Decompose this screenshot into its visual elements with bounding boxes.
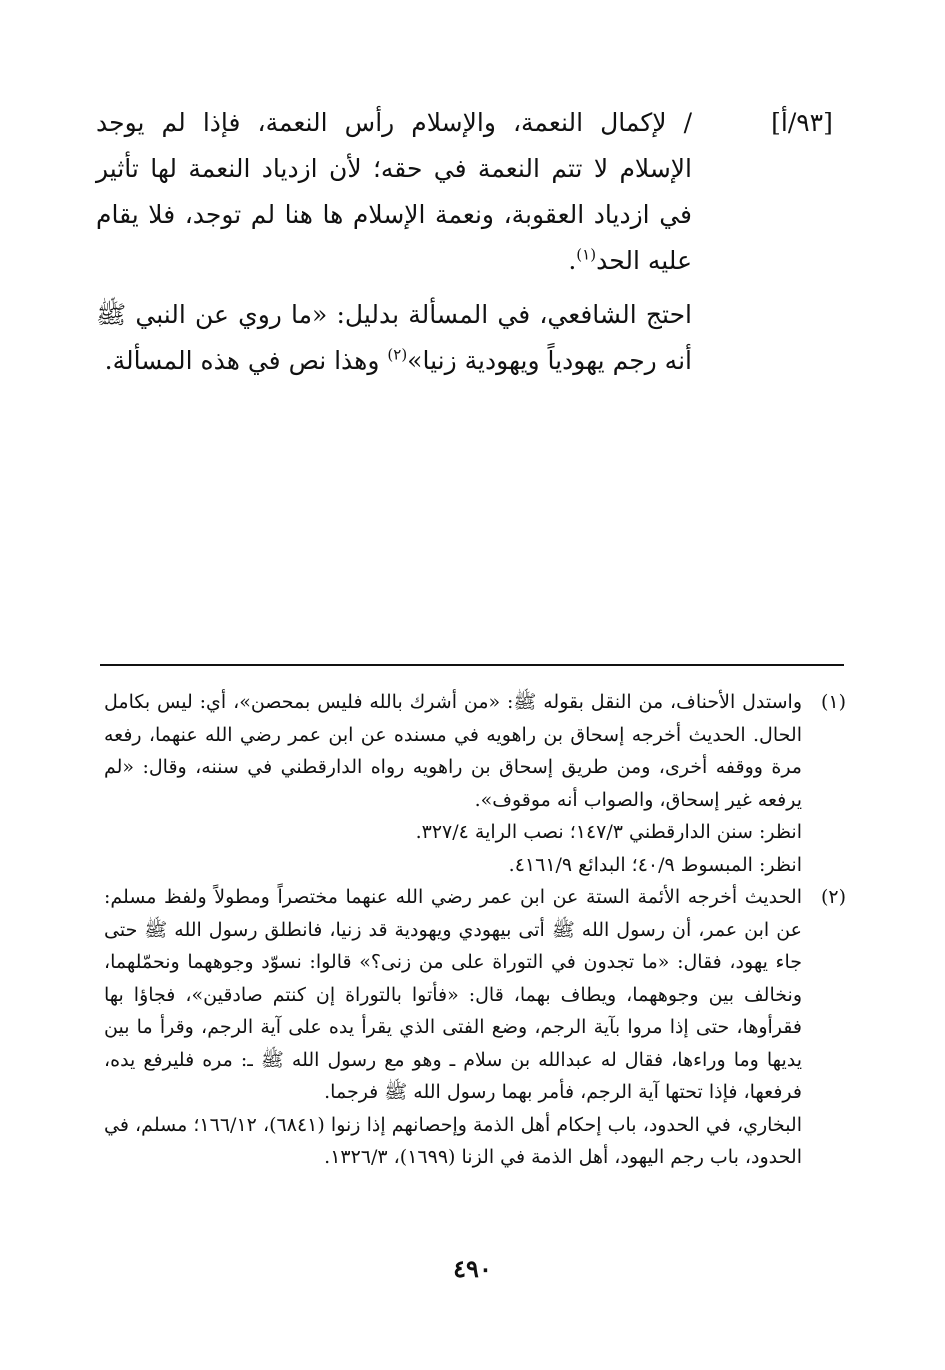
footnote-number: (٢) bbox=[820, 886, 846, 908]
main-paragraph-2 bbox=[96, 292, 692, 384]
footnote-ref-2[interactable]: (٢) bbox=[387, 345, 408, 364]
footnote-divider bbox=[100, 664, 844, 666]
main-paragraph-1 bbox=[96, 100, 692, 284]
footnote-1 bbox=[104, 686, 846, 881]
footnote-number: (١) bbox=[820, 691, 846, 713]
footnote-text: واستدل الأحناف، من النقل بقوله ﷺ: «من أشرك بالله فليس بمحصن»، أي: ليس بكامل الحال. الحديث أخرجه إسحاق بن راهويه في مسنده عن ابن عمر رضي الله عنهما، رفعه مرة ووقفه أخرى، ومن طريق إسحاق بن راهويه رواه الدارقطني في سننه، وقال: «لم يرفعه غير إسحاق، والصواب أنه موقوف». bbox=[104, 691, 802, 811]
footnote-reference: انظر: سنن الدارقطني ١٤٧/٣؛ نصب الراية ٣٢٧/٤. bbox=[415, 821, 802, 843]
main-paragraph-1-text: / لإكمال النعمة، والإسلام رأس النعمة، فإذا لم يوجد الإسلام لا تتم النعمة في حقه؛ لأن ازدياد النعمة لها تأثير في ازدياد العقوبة، ونعمة الإسلام ها هنا لم توجد، فلا يقام عليه الحد bbox=[96, 108, 692, 275]
footnote-reference: انظر: المبسوط ٤٠/٩؛ البدائع ٤١٦١/٩. bbox=[508, 853, 802, 876]
main-paragraph-2-end: وهذا نص في هذه المسألة. bbox=[104, 346, 388, 375]
footnote-text: الحديث أخرجه الأئمة الستة عن ابن عمر رضي الله عنهما مختصراً ومطولاً ولفظ مسلم: عن ابن عمر، أن رسول الله ﷺ أتى بيهودي ويهودية قد زنيا، فانطلق رسول الله ﷺ حتى جاء يهود، فقال: «ما تجدون في التوراة على من زنى؟» قالوا: نسوّد وجوههما ونحمّلهما، ونخالف بين وجوههما، ويطاف بهما، قال: «فأتوا بالتوراة إن كنتم صادقين»، فجاؤا بها فقرأوها، حتى إذا مروا بآية الرجم، وضع الفتى الذي يقرأ يده على آية الرجم، وقرأ ما بين يديها وما وراءها، فقال له عبدالله بن سلام ـ وهو مع رسول الله ﷺ ـ: مره فليرفع يده، فرفعها، فإذا تحتها آية الرجم، فأمر بهما رسول الله ﷺ فرجما. bbox=[104, 886, 802, 1103]
main-paragraph-2-text: احتج الشافعي، في المسألة بدليل: «ما روي عن النبي ﷺ أنه رجم يهودياً ويهودية زنيا» bbox=[96, 300, 692, 375]
footnotes bbox=[104, 686, 846, 1174]
main-text bbox=[96, 100, 692, 384]
main-paragraph-1-end: . bbox=[568, 246, 577, 275]
folio-marker: [٩٣/أ] bbox=[771, 108, 833, 137]
footnote-ref-1[interactable]: (١) bbox=[576, 245, 597, 264]
footnote-2 bbox=[104, 881, 846, 1174]
page-number: ٤٩٠ bbox=[453, 1254, 492, 1283]
footnote-reference: البخاري، في الحدود، باب إحكام أهل الذمة وإحصانهم إذا زنوا (٦٨٤١)، ١٦٦/١٢؛ مسلم، في الحدود، باب رجم اليهود، أهل الذمة في الزنا (١٦٩٩)، ١٣٢٦/٣. bbox=[104, 1113, 802, 1168]
